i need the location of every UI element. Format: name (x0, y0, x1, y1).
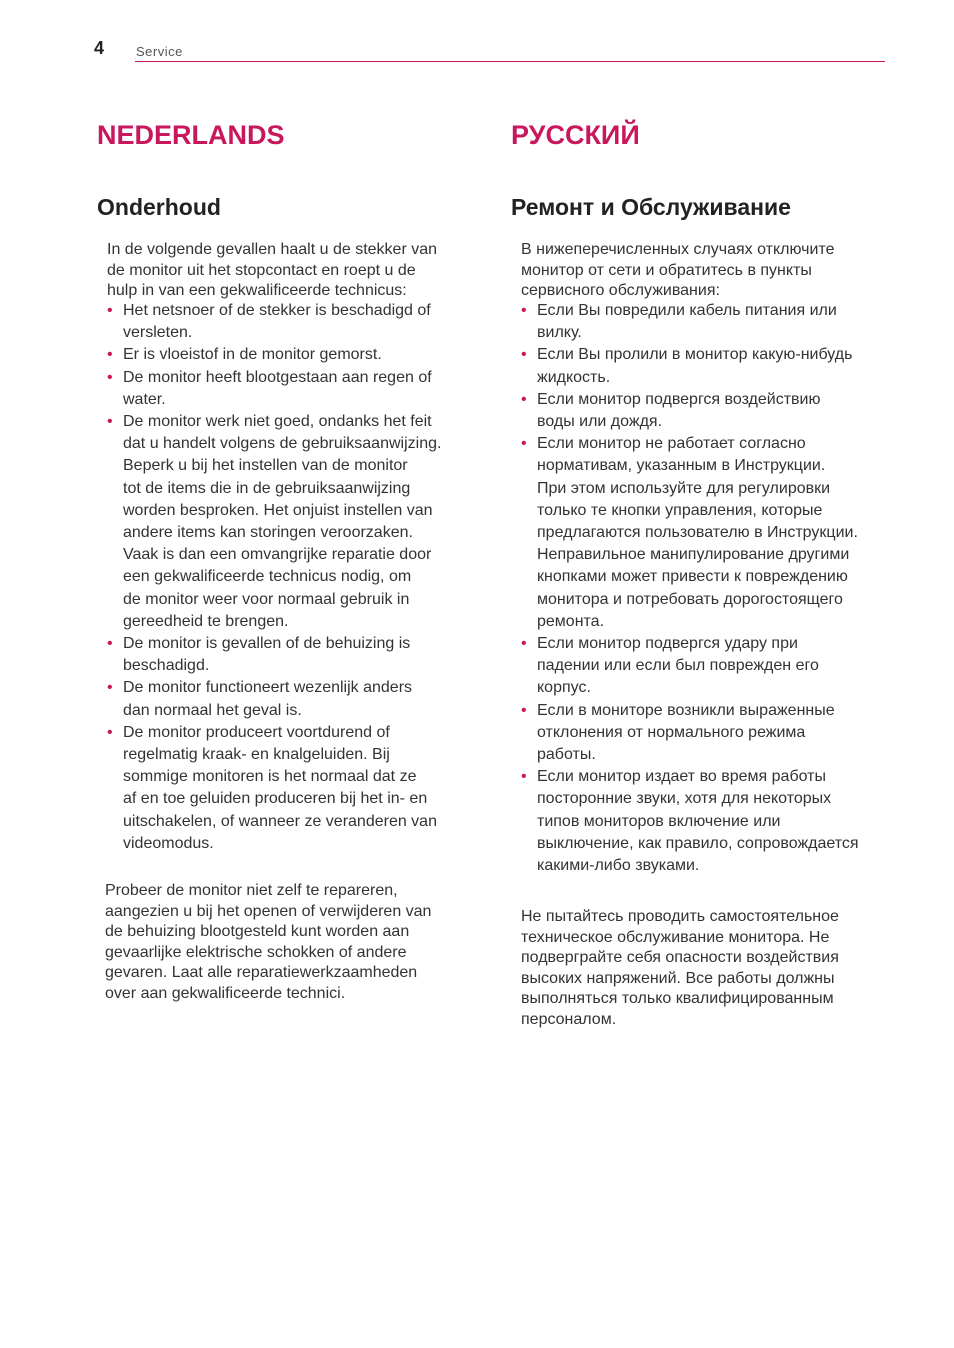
list-item (107, 367, 441, 411)
bullet-icon: • (521, 302, 527, 319)
intro-nl: In de volgende gevallen haalt u de stekker van de monitor uit het stopcontact en roept u de hulp in van een gekwalificeerde technicus: (107, 241, 438, 299)
list-item (107, 722, 441, 855)
list-item (521, 766, 859, 877)
list-item-text: Если в мониторе возникли выраженные отклонения от нормального режима работы. (537, 701, 835, 764)
list-item (521, 700, 859, 767)
list-item (521, 633, 859, 700)
list-item-text: De monitor is gevallen of de behuizing is beschadigd. (123, 635, 411, 675)
bullet-icon: • (521, 701, 527, 719)
list-item (521, 300, 859, 344)
page-number: 4 (94, 38, 105, 58)
bullet-icon: • (107, 302, 113, 319)
closing-nl: Probeer de monitor niet zelf te repareren, aangezien u bij het openen of verwijderen van de behuizing blootgesteld kunt worden aan gevaarlijke elektrische schokken of andere gevaren. Laat alle reparatiewerkzaamheden over aan gekwalificeerde technici. (105, 882, 432, 1002)
list-item (521, 389, 859, 433)
intro-ru: В нижеперечисленных случаях отключите монитор от сети и обратитесь в пункты сервисного обслуживания: (521, 241, 835, 299)
list-item (107, 411, 441, 633)
bullet-icon: • (107, 346, 113, 364)
section-heading-nl: Onderhoud (97, 194, 221, 220)
list-item (521, 433, 859, 633)
bullet-icon: • (521, 346, 527, 364)
list-item-text: De monitor functioneert wezenlijk anders dan normaal het geval is. (123, 679, 413, 719)
bullet-icon: • (521, 435, 527, 453)
section-heading-ru: Ремонт и Обслуживание (511, 194, 791, 220)
list-item-text: Если монитор подвергся удару при падении или если был поврежден его корпус. (537, 635, 819, 697)
list-item-text: Het netsnoer of de stekker is beschadigd of versleten. (123, 302, 431, 342)
bullet-icon: • (521, 635, 527, 653)
list-item-text: Er is vloeistof in de monitor gemorst. (123, 346, 382, 364)
language-heading-nl: NEDERLANDS (97, 120, 285, 150)
bullet-icon: • (107, 723, 113, 741)
list-item (107, 344, 441, 366)
bullet-icon: • (521, 768, 527, 786)
language-heading-ru: РУССКИЙ (511, 120, 640, 150)
list-item-text: Если монитор подвергся воздействию воды или дождя. (537, 390, 821, 431)
list-item-text: Если монитор не работает согласно нормативам, указанным в Инструкции. При этом используйте для регулировки только те кнопки управления, которые предлагаются пользователю в Инструкции. Неправильное манипулирование другими кнопками может привести к повреждению монитора и потребовать дорогостоящего ремонта. (537, 435, 858, 630)
list-item-text: Если Вы повредили кабель питания или вилку. (537, 302, 837, 342)
header-rule (135, 61, 885, 62)
list-item (521, 344, 859, 388)
closing-ru: Не пытайтесь проводить самостоятельное техническое обслуживание монитора. Не подверграйте себя опасности воздействия высоких напряжений. Все работы должны выполняться только квалифицированным персоналом. (521, 908, 839, 1028)
bullet-list-nl (107, 300, 441, 855)
bullet-list-ru (521, 300, 859, 877)
list-item-text: De monitor werk niet goed, ondanks het feit dat u handelt volgens de gebruiksaanwijzing. Beperk u bij het instellen van de monitor tot de items die in de gebruiksaanwijzing worden besproken. Het onjuist instellen van andere items kan storingen veroorzaken. Vaak is dan een omvangrijke reparatie door een gekwalificeerde technicus nodig, om de monitor weer voor normaal gebruik in gereedheid te brengen. (123, 413, 442, 630)
bullet-icon: • (107, 413, 113, 431)
list-item-text: De monitor produceert voortdurend of regelmatig kraak- en knalgeluiden. Bij sommige monitoren is het normaal dat ze af en toe geluiden produceren bij het in- en uitschakelen, of wanneer ze veranderen van videomodus. (123, 723, 437, 852)
bullet-icon: • (107, 679, 113, 697)
bullet-icon: • (107, 368, 113, 386)
section-title: Service (136, 44, 183, 59)
list-item-text: Если Вы пролили в монитор какую-нибудь жидкость. (537, 346, 853, 386)
bullet-icon: • (107, 635, 113, 653)
list-item (107, 633, 441, 677)
bullet-icon: • (521, 390, 527, 408)
list-item-text: De monitor heeft blootgestaan aan regen of water. (123, 368, 432, 408)
list-item-text: Если монитор издает во время работы посторонние звуки, хотя для некоторых типов мониторов включение или выключение, как правило, сопровождается какими-либо звуками. (537, 768, 859, 875)
list-item (107, 300, 441, 344)
list-item (107, 677, 441, 721)
